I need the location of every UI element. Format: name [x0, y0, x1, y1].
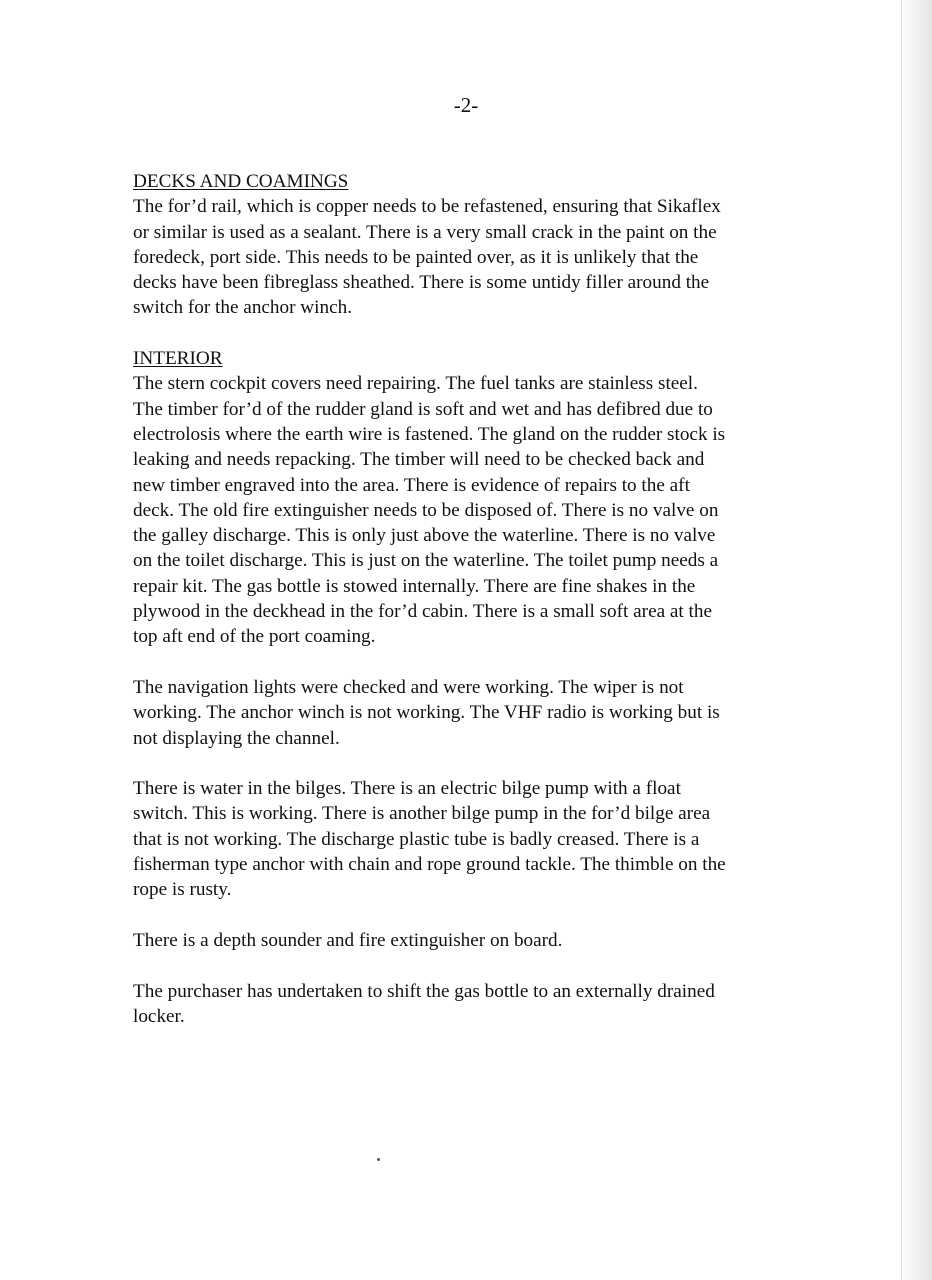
text-line: electrolosis where the earth wire is fastened. The gland on the rudder stock is — [133, 423, 726, 445]
paragraph-gap — [133, 321, 798, 346]
text-line: The stern cockpit covers need repairing. The fuel tanks are stainless steel. — [133, 373, 698, 395]
paragraph-gap — [133, 650, 798, 675]
section-paragraph-decks — [133, 194, 798, 320]
text-line: locker. — [133, 1005, 185, 1027]
text-line: new timber engraved into the area. There is evidence of repairs to the aft — [133, 474, 690, 496]
text-line: The timber for’d of the rudder gland is soft and wet and has defibred due to — [133, 398, 713, 420]
text-line: fisherman type anchor with chain and rope ground tackle. The thimble on the — [133, 854, 726, 876]
text-line: The navigation lights were checked and were working. The wiper is not — [133, 676, 684, 698]
text-line: repair kit. The gas bottle is stowed internally. There are fine shakes in the — [133, 575, 696, 597]
text-line: foredeck, port side. This needs to be painted over, as it is unlikely that the — [133, 246, 699, 268]
paragraph-depth-sounder — [133, 928, 798, 953]
scan-edge-line — [901, 0, 902, 1280]
text-line: or similar is used as a sealant. There is a very small crack in the paint on the — [133, 221, 717, 243]
scan-speck — [377, 1158, 380, 1161]
paragraph-gap — [133, 953, 798, 978]
text-line: The for’d rail, which is copper needs to be refastened, ensuring that Sikaflex — [133, 196, 721, 218]
section-heading-interior: INTERIOR — [133, 348, 223, 370]
text-line: not displaying the channel. — [133, 727, 340, 749]
paragraph-gap — [133, 903, 798, 928]
section-paragraph-interior — [133, 371, 798, 649]
text-line: the galley discharge. This is only just above the waterline. There is no valve — [133, 525, 716, 547]
section-heading-decks: DECKS AND COAMINGS — [133, 171, 349, 192]
paragraph-navigation-lights — [133, 675, 798, 751]
text-line: rope is rusty. — [133, 879, 232, 901]
section-interior — [133, 346, 798, 650]
text-line: There is a depth sounder and fire extinguisher on board. — [133, 929, 563, 951]
page-number: -2- — [453, 93, 479, 117]
text-line: The purchaser has undertaken to shift the gas bottle to an externally drained — [133, 980, 715, 1002]
text-line: that is not working. The discharge plastic tube is badly creased. There is a — [133, 828, 700, 850]
text-line: leaking and needs repacking. The timber will need to be checked back and — [133, 449, 705, 471]
text-line: There is water in the bilges. There is an electric bilge pump with a float — [133, 778, 681, 800]
text-line: plywood in the deckhead in the for’d cabin. There is a small soft area at the — [133, 601, 712, 623]
text-line: decks have been fibreglass sheathed. There is some untidy filler around the — [133, 272, 710, 294]
section-decks-and-coamings — [133, 169, 798, 321]
text-line: on the toilet discharge. This is just on the waterline. The toilet pump needs a — [133, 550, 719, 572]
paragraph-gap — [133, 751, 798, 776]
paragraph-bilges — [133, 776, 798, 902]
scan-edge-shadow — [900, 0, 932, 1280]
document-body — [133, 169, 798, 1029]
text-line: deck. The old fire extinguisher needs to be disposed of. There is no valve on — [133, 499, 719, 521]
text-line: switch for the anchor winch. — [133, 297, 352, 319]
text-line: working. The anchor winch is not working. The VHF radio is working but is — [133, 702, 720, 724]
text-line: switch. This is working. There is another bilge pump in the for’d bilge area — [133, 803, 711, 825]
text-line: top aft end of the port coaming. — [133, 626, 376, 648]
paragraph-gas-bottle — [133, 979, 798, 1030]
